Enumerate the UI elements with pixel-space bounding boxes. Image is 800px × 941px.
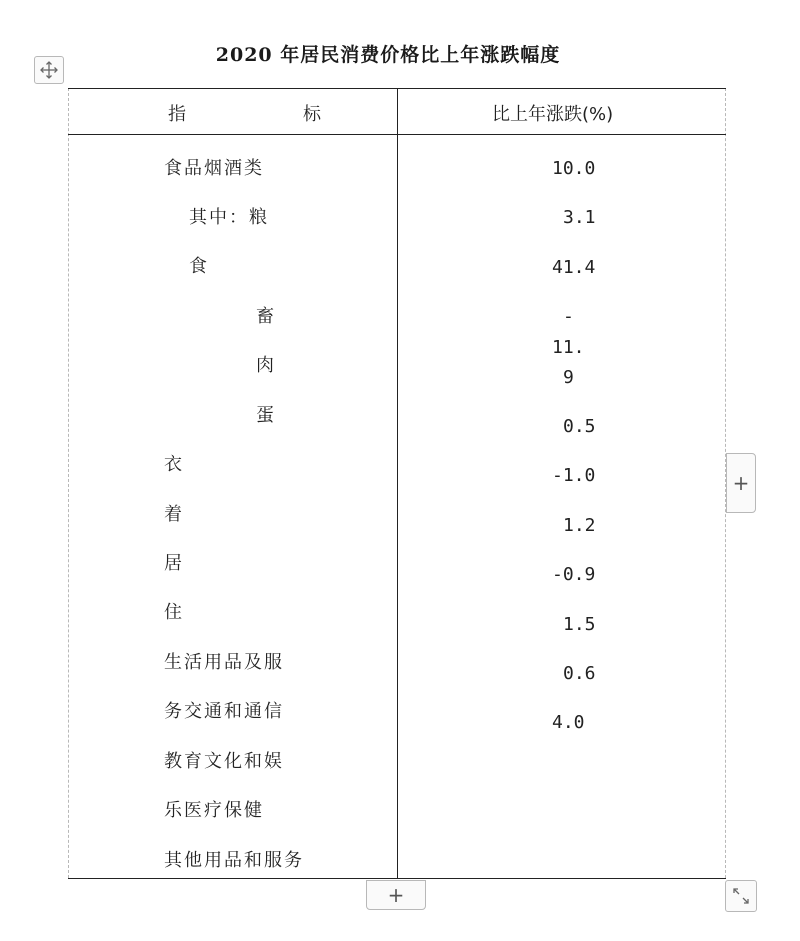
row-value[interactable]: 41.4 (552, 257, 596, 278)
table-bottom-border (68, 878, 726, 879)
row-label[interactable]: 务交通和通信 (164, 701, 284, 722)
row-label[interactable]: 肉 (256, 355, 276, 376)
row-label[interactable]: 乐医疗保健 (164, 800, 264, 821)
row-value[interactable]: 1.2 (563, 515, 596, 536)
row-value[interactable]: -0.9 (552, 564, 596, 585)
column-divider (397, 88, 398, 878)
row-label[interactable]: 衣 (164, 454, 184, 475)
add-column-button[interactable]: + (726, 453, 756, 513)
table-resize-handle[interactable] (725, 880, 757, 912)
row-label[interactable]: 教育文化和娱 (164, 751, 284, 772)
resize-icon (731, 886, 751, 906)
header-indicator-part2[interactable]: 标 (303, 104, 321, 125)
row-value[interactable]: 11. (552, 337, 585, 358)
row-label[interactable]: 食 (189, 256, 209, 277)
header-indicator-part1[interactable]: 指 (168, 104, 186, 125)
row-label[interactable]: 住 (164, 602, 184, 623)
row-label[interactable]: 食品烟酒类 (164, 158, 264, 179)
row-label[interactable]: 着 (164, 504, 184, 525)
row-label[interactable]: 其中：粮 (189, 207, 269, 228)
row-value[interactable]: 9 (563, 367, 574, 388)
row-label[interactable]: 居 (164, 553, 184, 574)
row-label[interactable]: 畜 (256, 306, 276, 327)
row-value[interactable]: 4.0 (552, 712, 585, 733)
row-value[interactable]: -1.0 (552, 465, 596, 486)
row-label[interactable]: 其他用品和服务 (164, 850, 304, 871)
row-label[interactable]: 蛋 (256, 405, 276, 426)
row-value[interactable]: 10.0 (552, 158, 596, 179)
row-value[interactable]: 0.5 (563, 416, 596, 437)
row-value[interactable]: 3.1 (563, 207, 596, 228)
header-change-percent[interactable]: 比上年涨跌(%) (492, 104, 614, 125)
table-title: 2020 年居民消费价格比上年涨跌幅度 (215, 44, 561, 66)
row-value[interactable]: - (563, 306, 574, 327)
row-label[interactable]: 生活用品及服 (164, 652, 284, 673)
row-value[interactable]: 0.6 (563, 663, 596, 684)
add-row-button[interactable]: + (366, 880, 426, 910)
table-move-handle[interactable] (34, 56, 64, 84)
move-icon (39, 60, 59, 80)
row-value[interactable]: 1.5 (563, 614, 596, 635)
